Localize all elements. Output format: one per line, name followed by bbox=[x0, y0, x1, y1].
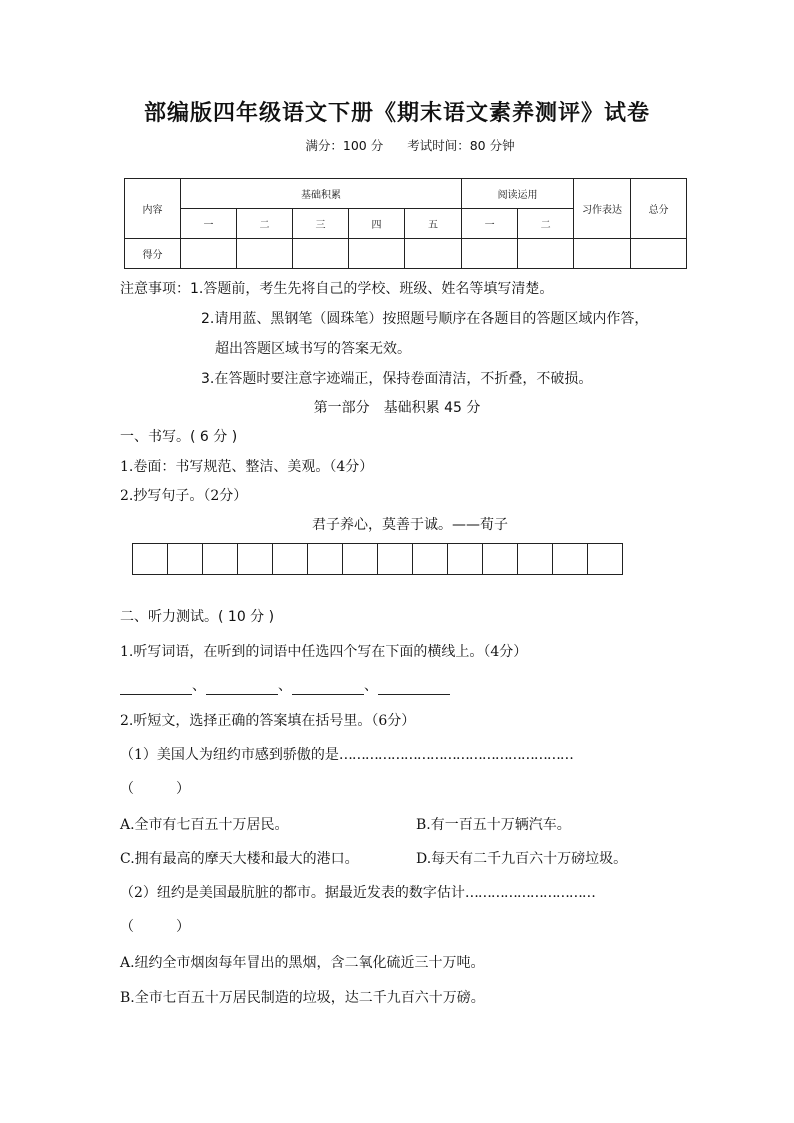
total-header: 总分 bbox=[631, 179, 687, 239]
page-title: 部编版四年级语文下册《期末语文素养测评》试卷 bbox=[143, 100, 650, 126]
writing-grid bbox=[132, 543, 623, 575]
notes-line-1 bbox=[120, 278, 553, 298]
score-cell[interactable] bbox=[181, 239, 237, 269]
score-cell[interactable] bbox=[405, 239, 462, 269]
writing-header: 习作表达 bbox=[574, 179, 631, 239]
sub1-dots: ……………………………………………… bbox=[338, 747, 573, 763]
grid-cell[interactable] bbox=[272, 543, 308, 575]
basic-col-5: 五 bbox=[405, 209, 462, 239]
exam-info bbox=[0, 136, 794, 154]
sub1-stem-line bbox=[120, 744, 573, 764]
grid-cell[interactable] bbox=[342, 543, 378, 575]
basic-col-3: 三 bbox=[293, 209, 349, 239]
grid-cell[interactable] bbox=[552, 543, 588, 575]
copy-sentence: 君子养心，莫善于诚。——荀子 bbox=[312, 517, 508, 533]
answer-blank[interactable] bbox=[378, 678, 450, 695]
reading-col-1: 一 bbox=[462, 209, 518, 239]
section2-heading: 二、听力测试。( 10 分 ) bbox=[120, 609, 275, 625]
sub2-answer-paren[interactable]: （ ） bbox=[120, 919, 190, 935]
blank-separator: 、 bbox=[364, 678, 378, 694]
sub1-option-b: B.有一百五十万辆汽车。 bbox=[416, 817, 571, 833]
reading-col-2: 二 bbox=[518, 209, 574, 239]
grid-cell[interactable] bbox=[167, 543, 203, 575]
score-cell[interactable] bbox=[631, 239, 687, 269]
grid-cell[interactable] bbox=[202, 543, 238, 575]
answer-blank[interactable] bbox=[120, 678, 192, 695]
basic-col-2: 二 bbox=[237, 209, 293, 239]
grid-cell[interactable] bbox=[517, 543, 553, 575]
notes-item-2b: 超出答题区域书写的答案无效。 bbox=[215, 341, 411, 357]
score-row-label: 得分 bbox=[125, 239, 181, 269]
grid-cell[interactable] bbox=[377, 543, 413, 575]
basic-col-1: 一 bbox=[181, 209, 237, 239]
sub2-option-a: A.纽约全市烟囱每年冒出的黑烟，含二氧化硫近三十万吨。 bbox=[120, 955, 485, 971]
section2-q2: 2.听短文，选择正确的答案填在括号里。（6分） bbox=[120, 713, 416, 729]
notes-lead: 注意事项： bbox=[120, 281, 190, 297]
grid-cell[interactable] bbox=[482, 543, 518, 575]
sub2-stem: （2）纽约是美国最肮脏的都市。据最近发表的数字估计 bbox=[120, 885, 465, 901]
sub1-option-a: A.全市有七百五十万居民。 bbox=[120, 817, 289, 833]
notes-item-2a: 2.请用蓝、黑钢笔（圆珠笔）按照题号顺序在各题目的答题区域内作答， bbox=[201, 311, 649, 327]
score-cell[interactable] bbox=[293, 239, 349, 269]
notes-item-3: 3.在答题时要注意字迹端正，保持卷面清洁，不折叠，不破损。 bbox=[201, 371, 593, 387]
grid-cell[interactable] bbox=[237, 543, 273, 575]
grid-cell[interactable] bbox=[447, 543, 483, 575]
answer-blank[interactable] bbox=[292, 678, 364, 695]
section1-q1: 1.卷面：书写规范、整洁、美观。（4分） bbox=[120, 459, 374, 475]
notes-item-1: 1.答题前，考生先将自己的学校、班级、姓名等填写清楚。 bbox=[190, 281, 554, 297]
grid-cell[interactable] bbox=[587, 543, 623, 575]
sub2-stem-line bbox=[120, 882, 595, 902]
dictation-blanks bbox=[120, 675, 450, 695]
section1-q2: 2.抄写句子。（2分） bbox=[120, 488, 248, 504]
sub1-answer-paren[interactable]: （ ） bbox=[120, 781, 190, 797]
blank-separator: 、 bbox=[192, 678, 206, 694]
score-cell[interactable] bbox=[237, 239, 293, 269]
grid-cell[interactable] bbox=[132, 543, 168, 575]
part1-heading: 第一部分 基础积累 45 分 bbox=[313, 400, 481, 416]
sub2-option-b: B.全市七百五十万居民制造的垃圾，达二千九百六十万磅。 bbox=[120, 990, 485, 1006]
section2-q1: 1.听写词语，在听到的词语中任选四个写在下面的横线上。（4分） bbox=[120, 644, 528, 660]
sub1-option-d: D.每天有二千九百六十万磅垃圾。 bbox=[416, 851, 628, 867]
score-cell[interactable] bbox=[462, 239, 518, 269]
score-table bbox=[124, 178, 687, 269]
group-reading-header: 阅读运用 bbox=[462, 179, 574, 209]
sub2-dots: ………………………… bbox=[464, 885, 595, 901]
content-header: 内容 bbox=[125, 179, 181, 239]
score-cell[interactable] bbox=[349, 239, 405, 269]
sub1-option-c: C.拥有最高的摩天大楼和最大的港口。 bbox=[120, 851, 359, 867]
answer-blank[interactable] bbox=[206, 678, 278, 695]
blank-separator: 、 bbox=[278, 678, 292, 694]
section1-heading: 一、书写。( 6 分 ) bbox=[120, 429, 238, 445]
score-cell[interactable] bbox=[574, 239, 631, 269]
group-basic-header: 基础积累 bbox=[181, 179, 462, 209]
basic-col-4: 四 bbox=[349, 209, 405, 239]
exam-time: 考试时间：80 分钟 bbox=[407, 138, 515, 153]
score-cell[interactable] bbox=[518, 239, 574, 269]
sub1-stem: （1）美国人为纽约市感到骄傲的是 bbox=[120, 747, 339, 763]
grid-cell[interactable] bbox=[412, 543, 448, 575]
full-score: 满分：100 分 bbox=[305, 138, 384, 153]
grid-cell[interactable] bbox=[307, 543, 343, 575]
